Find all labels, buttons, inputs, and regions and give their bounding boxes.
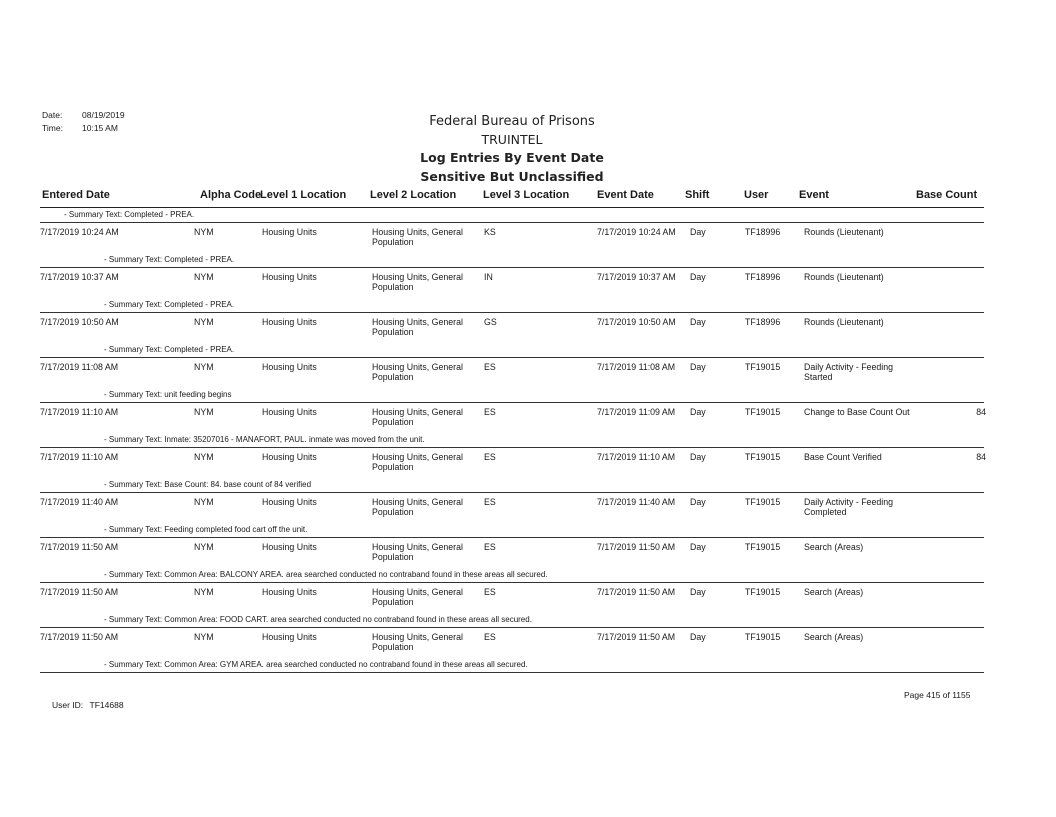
shift-cell: Day: [690, 272, 706, 282]
user-cell: TF18996: [745, 272, 781, 282]
summary-text: - Summary Text: Inmate: 35207016 - MANAFORT, PAUL. inmate was moved from the unit.: [104, 435, 425, 444]
alpha-code-cell: NYM: [194, 542, 214, 552]
level2-cell: Housing Units, General Population: [372, 452, 463, 472]
event-date-cell: 7/17/2019 10:50 AM: [597, 317, 676, 327]
table-end-rule: [40, 672, 984, 673]
shift-cell: Day: [690, 452, 706, 462]
time-label: Time:: [42, 123, 63, 133]
table-row: [40, 222, 984, 253]
event-date-cell: 7/17/2019 11:50 AM: [597, 542, 676, 552]
user-cell: TF19015: [745, 587, 781, 597]
event-date-cell: 7/17/2019 10:37 AM: [597, 272, 676, 282]
table-row: [40, 267, 984, 298]
level1-cell: Housing Units: [262, 272, 317, 282]
col-base-count: Base Count: [916, 189, 978, 201]
col-level1: Level 1 Location: [260, 189, 347, 201]
col-user: User: [744, 189, 769, 201]
col-level3: Level 3 Location: [483, 189, 570, 201]
date-value: 08/19/2019: [82, 110, 125, 120]
entered-date-cell: 7/17/2019 10:37 AM: [40, 272, 119, 282]
alpha-code-cell: NYM: [194, 272, 214, 282]
entered-date-cell: 7/17/2019 11:40 AM: [40, 497, 119, 507]
level3-cell: ES: [484, 587, 496, 597]
event-cell: Daily Activity - Feeding Completed: [804, 497, 893, 517]
col-level2: Level 2 Location: [370, 189, 457, 201]
shift-cell: Day: [690, 632, 706, 642]
level1-cell: Housing Units: [262, 542, 317, 552]
time-value: 10:15 AM: [82, 123, 118, 133]
table-row: [40, 447, 984, 478]
entered-date-cell: 7/17/2019 11:50 AM: [40, 587, 119, 597]
summary-text: - Summary Text: Feeding completed food cart off the unit.: [104, 525, 308, 534]
event-cell: Rounds (Lieutenant): [804, 227, 884, 237]
alpha-code-cell: NYM: [194, 587, 214, 597]
shift-cell: Day: [690, 317, 706, 327]
entered-date-cell: 7/17/2019 11:10 AM: [40, 407, 119, 417]
page-number: Page 415 of 1155: [904, 690, 971, 700]
col-event-date: Event Date: [597, 189, 654, 201]
table-row: [40, 357, 984, 388]
shift-cell: Day: [690, 227, 706, 237]
shift-cell: Day: [690, 362, 706, 372]
level1-cell: Housing Units: [262, 452, 317, 462]
user-cell: TF19015: [745, 452, 781, 462]
user-id: [52, 700, 124, 710]
summary-text: - Summary Text: Completed - PREA.: [104, 255, 235, 264]
table-row: [40, 582, 984, 613]
event-cell: Search (Areas): [804, 632, 864, 642]
level1-cell: Housing Units: [262, 632, 317, 642]
event-date-cell: 7/17/2019 11:10 AM: [597, 452, 676, 462]
event-cell: Base Count Verified: [804, 452, 882, 462]
col-alpha-code: Alpha Code: [200, 189, 262, 201]
summary-text: - Summary Text: Common Area: BALCONY AREA. area searched conducted no contraband found in these areas all secured.: [104, 570, 548, 579]
agency-title: Federal Bureau of Prisons: [429, 114, 595, 129]
user-cell: TF18996: [745, 227, 781, 237]
event-cell: Rounds (Lieutenant): [804, 272, 884, 282]
table-row: [40, 537, 984, 568]
level3-cell: GS: [484, 317, 497, 327]
base-count-cell: 84: [976, 407, 986, 417]
summary-text: - Summary Text: Completed - PREA.: [64, 210, 195, 219]
alpha-code-cell: NYM: [194, 632, 214, 642]
alpha-code-cell: NYM: [194, 362, 214, 372]
level3-cell: ES: [484, 497, 496, 507]
classification: Sensitive But Unclassified: [420, 169, 604, 184]
level1-cell: Housing Units: [262, 317, 317, 327]
entered-date-cell: 7/17/2019 10:50 AM: [40, 317, 119, 327]
summary-text: - Summary Text: Common Area: FOOD CART. area searched conducted no contraband found in these areas all secured.: [104, 615, 532, 624]
col-entered-date: Entered Date: [42, 189, 110, 201]
entered-date-cell: 7/17/2019 11:08 AM: [40, 362, 119, 372]
column-header-row: [40, 187, 984, 208]
level3-cell: ES: [484, 407, 496, 417]
col-event: Event: [799, 189, 829, 201]
date-label: Date:: [42, 110, 63, 120]
level3-cell: IN: [484, 272, 493, 282]
shift-cell: Day: [690, 542, 706, 552]
alpha-code-cell: NYM: [194, 497, 214, 507]
level1-cell: Housing Units: [262, 587, 317, 597]
table-row: [40, 402, 984, 433]
level2-cell: Housing Units, General Population: [372, 497, 463, 517]
event-cell: Daily Activity - Feeding Started: [804, 362, 893, 382]
level3-cell: KS: [484, 227, 496, 237]
log-entries: [0, 208, 1056, 674]
user-cell: TF19015: [745, 362, 781, 372]
summary-text: - Summary Text: unit feeding begins: [104, 390, 232, 399]
level2-cell: Housing Units, General Population: [372, 407, 463, 427]
shift-cell: Day: [690, 587, 706, 597]
level2-cell: Housing Units, General Population: [372, 362, 463, 382]
table-row: [40, 312, 984, 343]
system-name: TRUINTEL: [481, 132, 543, 147]
summary-text: - Summary Text: Common Area: GYM AREA. area searched conducted no contraband found in these areas all secured.: [104, 660, 528, 669]
level2-cell: Housing Units, General Population: [372, 317, 463, 337]
event-date-cell: 7/17/2019 11:50 AM: [597, 587, 676, 597]
event-cell: Search (Areas): [804, 587, 864, 597]
level3-cell: ES: [484, 542, 496, 552]
entered-date-cell: 7/17/2019 10:24 AM: [40, 227, 119, 237]
alpha-code-cell: NYM: [194, 407, 214, 417]
entered-date-cell: 7/17/2019 11:50 AM: [40, 542, 119, 552]
alpha-code-cell: NYM: [194, 452, 214, 462]
level1-cell: Housing Units: [262, 362, 317, 372]
level1-cell: Housing Units: [262, 407, 317, 417]
user-id-value: TF14688: [89, 700, 124, 710]
base-count-cell: 84: [976, 452, 986, 462]
summary-text: - Summary Text: Completed - PREA.: [104, 300, 235, 309]
event-date-cell: 7/17/2019 11:09 AM: [597, 407, 676, 417]
level1-cell: Housing Units: [262, 227, 317, 237]
table-row: [40, 627, 984, 658]
event-cell: Rounds (Lieutenant): [804, 317, 884, 327]
summary-text: - Summary Text: Completed - PREA.: [104, 345, 235, 354]
user-cell: TF19015: [745, 632, 781, 642]
event-cell: Change to Base Count Out: [804, 407, 910, 417]
level2-cell: Housing Units, General Population: [372, 632, 463, 652]
level3-cell: ES: [484, 362, 496, 372]
level2-cell: Housing Units, General Population: [372, 227, 463, 247]
user-id-label: User ID:: [52, 700, 84, 710]
shift-cell: Day: [690, 497, 706, 507]
entered-date-cell: 7/17/2019 11:50 AM: [40, 632, 119, 642]
alpha-code-cell: NYM: [194, 317, 214, 327]
user-cell: TF19015: [745, 407, 781, 417]
table-row: [40, 492, 984, 523]
user-cell: TF18996: [745, 317, 781, 327]
level2-cell: Housing Units, General Population: [372, 542, 463, 562]
report-title: Log Entries By Event Date: [420, 150, 604, 165]
event-date-cell: 7/17/2019 11:08 AM: [597, 362, 676, 372]
level1-cell: Housing Units: [262, 497, 317, 507]
level3-cell: ES: [484, 632, 496, 642]
event-date-cell: 7/17/2019 10:24 AM: [597, 227, 676, 237]
col-shift: Shift: [685, 189, 710, 201]
alpha-code-cell: NYM: [194, 227, 214, 237]
level2-cell: Housing Units, General Population: [372, 272, 463, 292]
level3-cell: ES: [484, 452, 496, 462]
user-cell: TF19015: [745, 542, 781, 552]
level2-cell: Housing Units, General Population: [372, 587, 463, 607]
summary-text: - Summary Text: Base Count: 84. base count of 84 verified: [104, 480, 312, 489]
event-date-cell: 7/17/2019 11:50 AM: [597, 632, 676, 642]
event-date-cell: 7/17/2019 11:40 AM: [597, 497, 676, 507]
user-cell: TF19015: [745, 497, 781, 507]
event-cell: Search (Areas): [804, 542, 864, 552]
shift-cell: Day: [690, 407, 706, 417]
entered-date-cell: 7/17/2019 11:10 AM: [40, 452, 119, 462]
